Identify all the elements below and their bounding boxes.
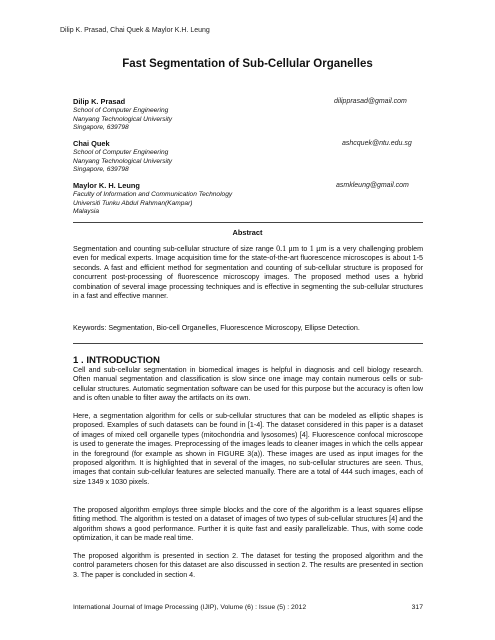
body-paragraph: The proposed algorithm employs three simple blocks and the core of the algorithm is a least squares ellipse fitting method. The algorithm is tested on a dataset of images of two types of sub-cellular structures [4] and the algorithm shows a good performance. Further it is quite fast and easily parallelizable. Thus, with some code optimization, it can be made real time. <box>73 506 423 543</box>
abstract-text-part: is a very challenging problem even for medical experts. Image acquisition time for the state-of-the-art fluorescence microscopes is about 1-5 seconds. A fast and efficient method for segmentation and counting of sub-cellular structure is proposed for concurrent post-processing of fluorescence microscopy images. The proposed method uses a hybrid combination of several image processing techniques and is effective in segmenting the sub-cellular structures in a fast and effective manner. <box>73 245 424 301</box>
keywords: Keywords: Segmentation, Bio-cell Organelles, Fluorescence Microscopy, Ellipse Detection. <box>73 324 360 332</box>
author-affiliation-line: Universiti Tunku Abdul Rahman(Kampar) <box>73 199 193 207</box>
author-email: asmkleung@gmail.com <box>336 182 409 189</box>
author-affiliation-line: School of Computer Engineering <box>73 107 169 114</box>
body-paragraph: Here, a segmentation algorithm for cells or sub-cellular structures that can be modeled as elliptic shapes is proposed. Examples of such datasets can be found in [1-4]. The dataset considered in this paper is a dataset of images of mixed cell organelle types (mitochondria and lysosomes) [4]. Fluorescence confocal microscope is used to generate the images. Preprocessing of the images leads to cleaner images in which the cells appear in the foreground (for example as shown in FIGURE 3(a)). These images are used as input images for the proposed algorithm. It is highlighted that in several of the images, no sub-cellular structures are seen. Thus, images that contain sub-cellular features are selected manually. There are a total of 444 such images, each of size 1349 x 1030 pixels. <box>73 412 423 486</box>
author-name: Dilip K. Prasad <box>73 97 126 106</box>
author-affiliation-line: Singapore, 639798 <box>73 166 129 173</box>
author-name: Maylor K. H. Leung <box>73 181 140 190</box>
divider <box>73 343 423 344</box>
journal-citation: International Journal of Image Processing (IJIP), Volume (6) : Issue (5) : 2012 <box>73 604 307 611</box>
divider <box>73 222 423 223</box>
abstract-text-part: to <box>301 245 308 253</box>
abstract-heading: Abstract <box>232 228 263 237</box>
abstract-text-part: Segmentation and counting sub-cellular structure of size range <box>73 245 274 253</box>
running-head: Dilip K. Prasad, Chai Quek & Maylor K.H. Leung <box>60 27 210 34</box>
size-upper-bound: 1 μm <box>309 244 327 253</box>
author-affiliation-line: Malaysia <box>73 208 100 215</box>
author-affiliation-line: Nanyang Technological University <box>73 157 173 165</box>
author-email: ashcquek@ntu.edu.sg <box>342 140 412 147</box>
page-number: 317 <box>411 604 423 611</box>
body-paragraph: Cell and sub-cellular segmentation in biomedical images is helpful in diagnosis and cell biology research. Often manual segmentation and classification is slow since one image may contain numerous cells or sub-cellular structures. Automatic segmentation software can be used for this purpose but the accuracy is often low and is often unable to filter away the artifacts on its own. <box>73 366 423 403</box>
section-heading: 1 . INTRODUCTION <box>73 355 160 366</box>
size-lower-bound: 0.1 μm <box>276 244 300 253</box>
author-name: Chai Quek <box>73 139 110 148</box>
paper-title: Fast Segmentation of Sub-Cellular Organelles <box>122 58 373 70</box>
author-affiliation-line: Nanyang Technological University <box>73 115 173 123</box>
author-affiliation-line: Faculty of Information and Communication Technology <box>73 191 233 198</box>
author-email: dilipprasad@gmail.com <box>334 98 407 105</box>
body-paragraph: The proposed algorithm is presented in section 2. The dataset for testing the proposed algorithm and the control parameters chosen for this dataset are also discussed in section 2. The results are presented in section 3. The paper is concluded in section 4. <box>73 552 423 579</box>
author-affiliation-line: School of Computer Engineering <box>73 149 169 156</box>
author-affiliation-line: Singapore, 639798 <box>73 124 129 131</box>
page-footer <box>73 604 423 611</box>
abstract-text <box>73 244 423 301</box>
